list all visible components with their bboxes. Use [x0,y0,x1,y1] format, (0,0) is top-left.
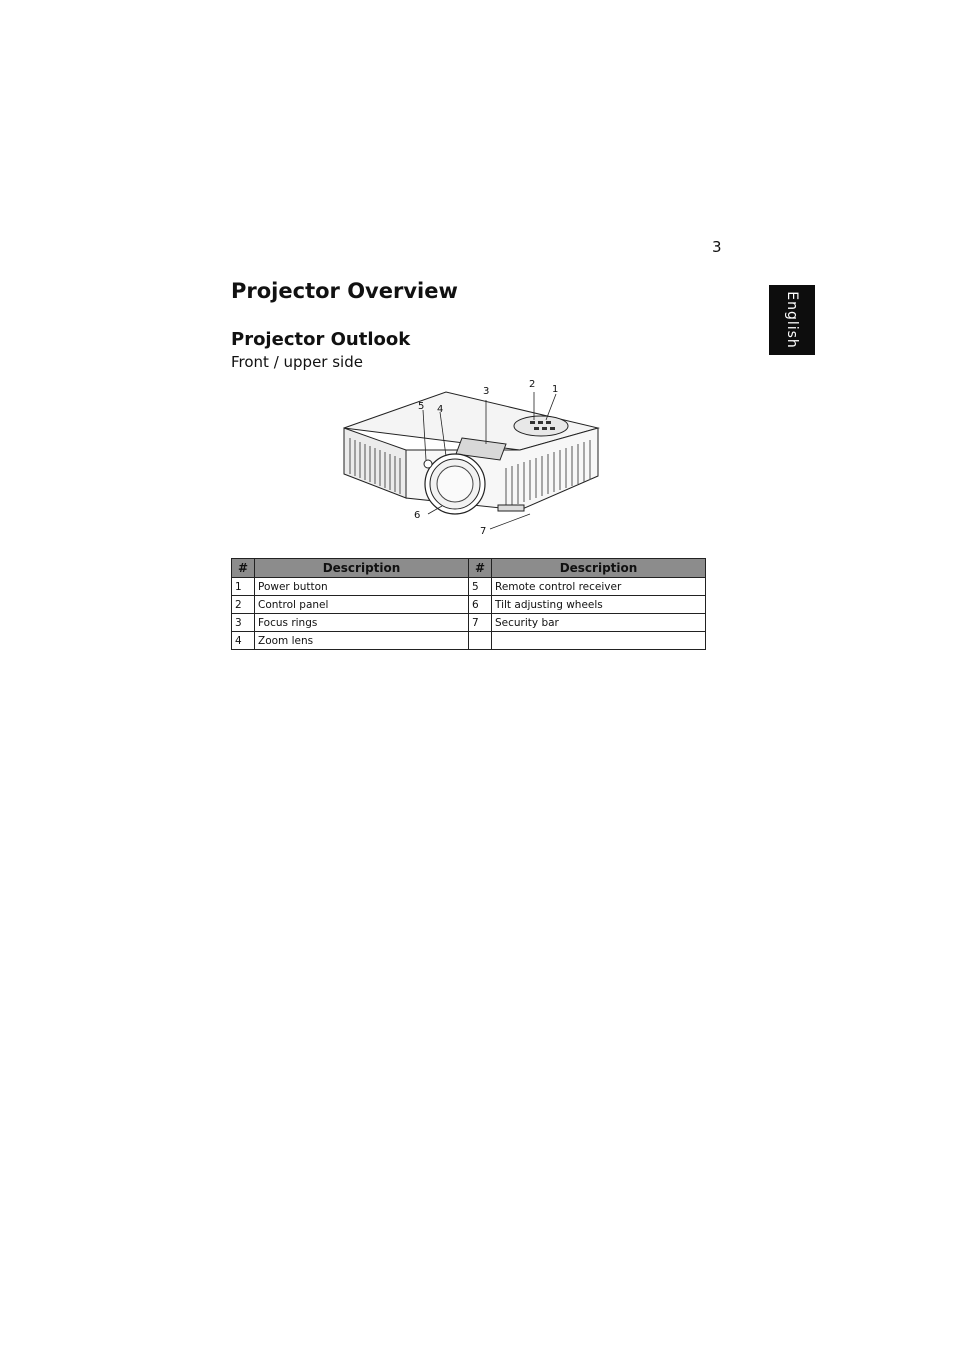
item-number: 1 [232,578,255,596]
item-number: 3 [232,614,255,632]
item-description: Zoom lens [255,632,469,650]
callout-3: 3 [483,386,490,397]
item-number: 2 [232,596,255,614]
item-description [492,632,706,650]
projector-illustration [330,372,620,542]
table-row [232,578,706,596]
header-description-left: Description [255,559,469,578]
callout-2: 2 [529,379,536,390]
item-number [469,632,492,650]
subsection-title: Front / upper side [231,353,363,371]
item-description: Remote control receiver [492,578,706,596]
section-title: Projector Outlook [231,329,411,350]
item-description: Control panel [255,596,469,614]
item-number: 6 [469,596,492,614]
item-number: 5 [469,578,492,596]
callout-4: 4 [437,404,444,415]
header-number-right: # [469,559,492,578]
projector-drawing [330,372,620,542]
item-description: Focus rings [255,614,469,632]
page-title: Projector Overview [231,279,458,303]
item-description: Security bar [492,614,706,632]
header-number-left: # [232,559,255,578]
page-number: 3 [712,238,722,256]
callout-6: 6 [414,510,421,521]
language-tab [769,285,815,355]
item-number: 4 [232,632,255,650]
callout-7: 7 [480,526,487,537]
table-row [232,614,706,632]
header-description-right: Description [492,559,706,578]
table-header-row [232,559,706,578]
item-description: Power button [255,578,469,596]
callout-5: 5 [418,401,425,412]
item-number: 7 [469,614,492,632]
language-tab-label: English [784,291,800,349]
item-description: Tilt adjusting wheels [492,596,706,614]
table-row [232,632,706,650]
table-row [232,596,706,614]
parts-table [231,558,706,650]
callout-1: 1 [552,384,559,395]
